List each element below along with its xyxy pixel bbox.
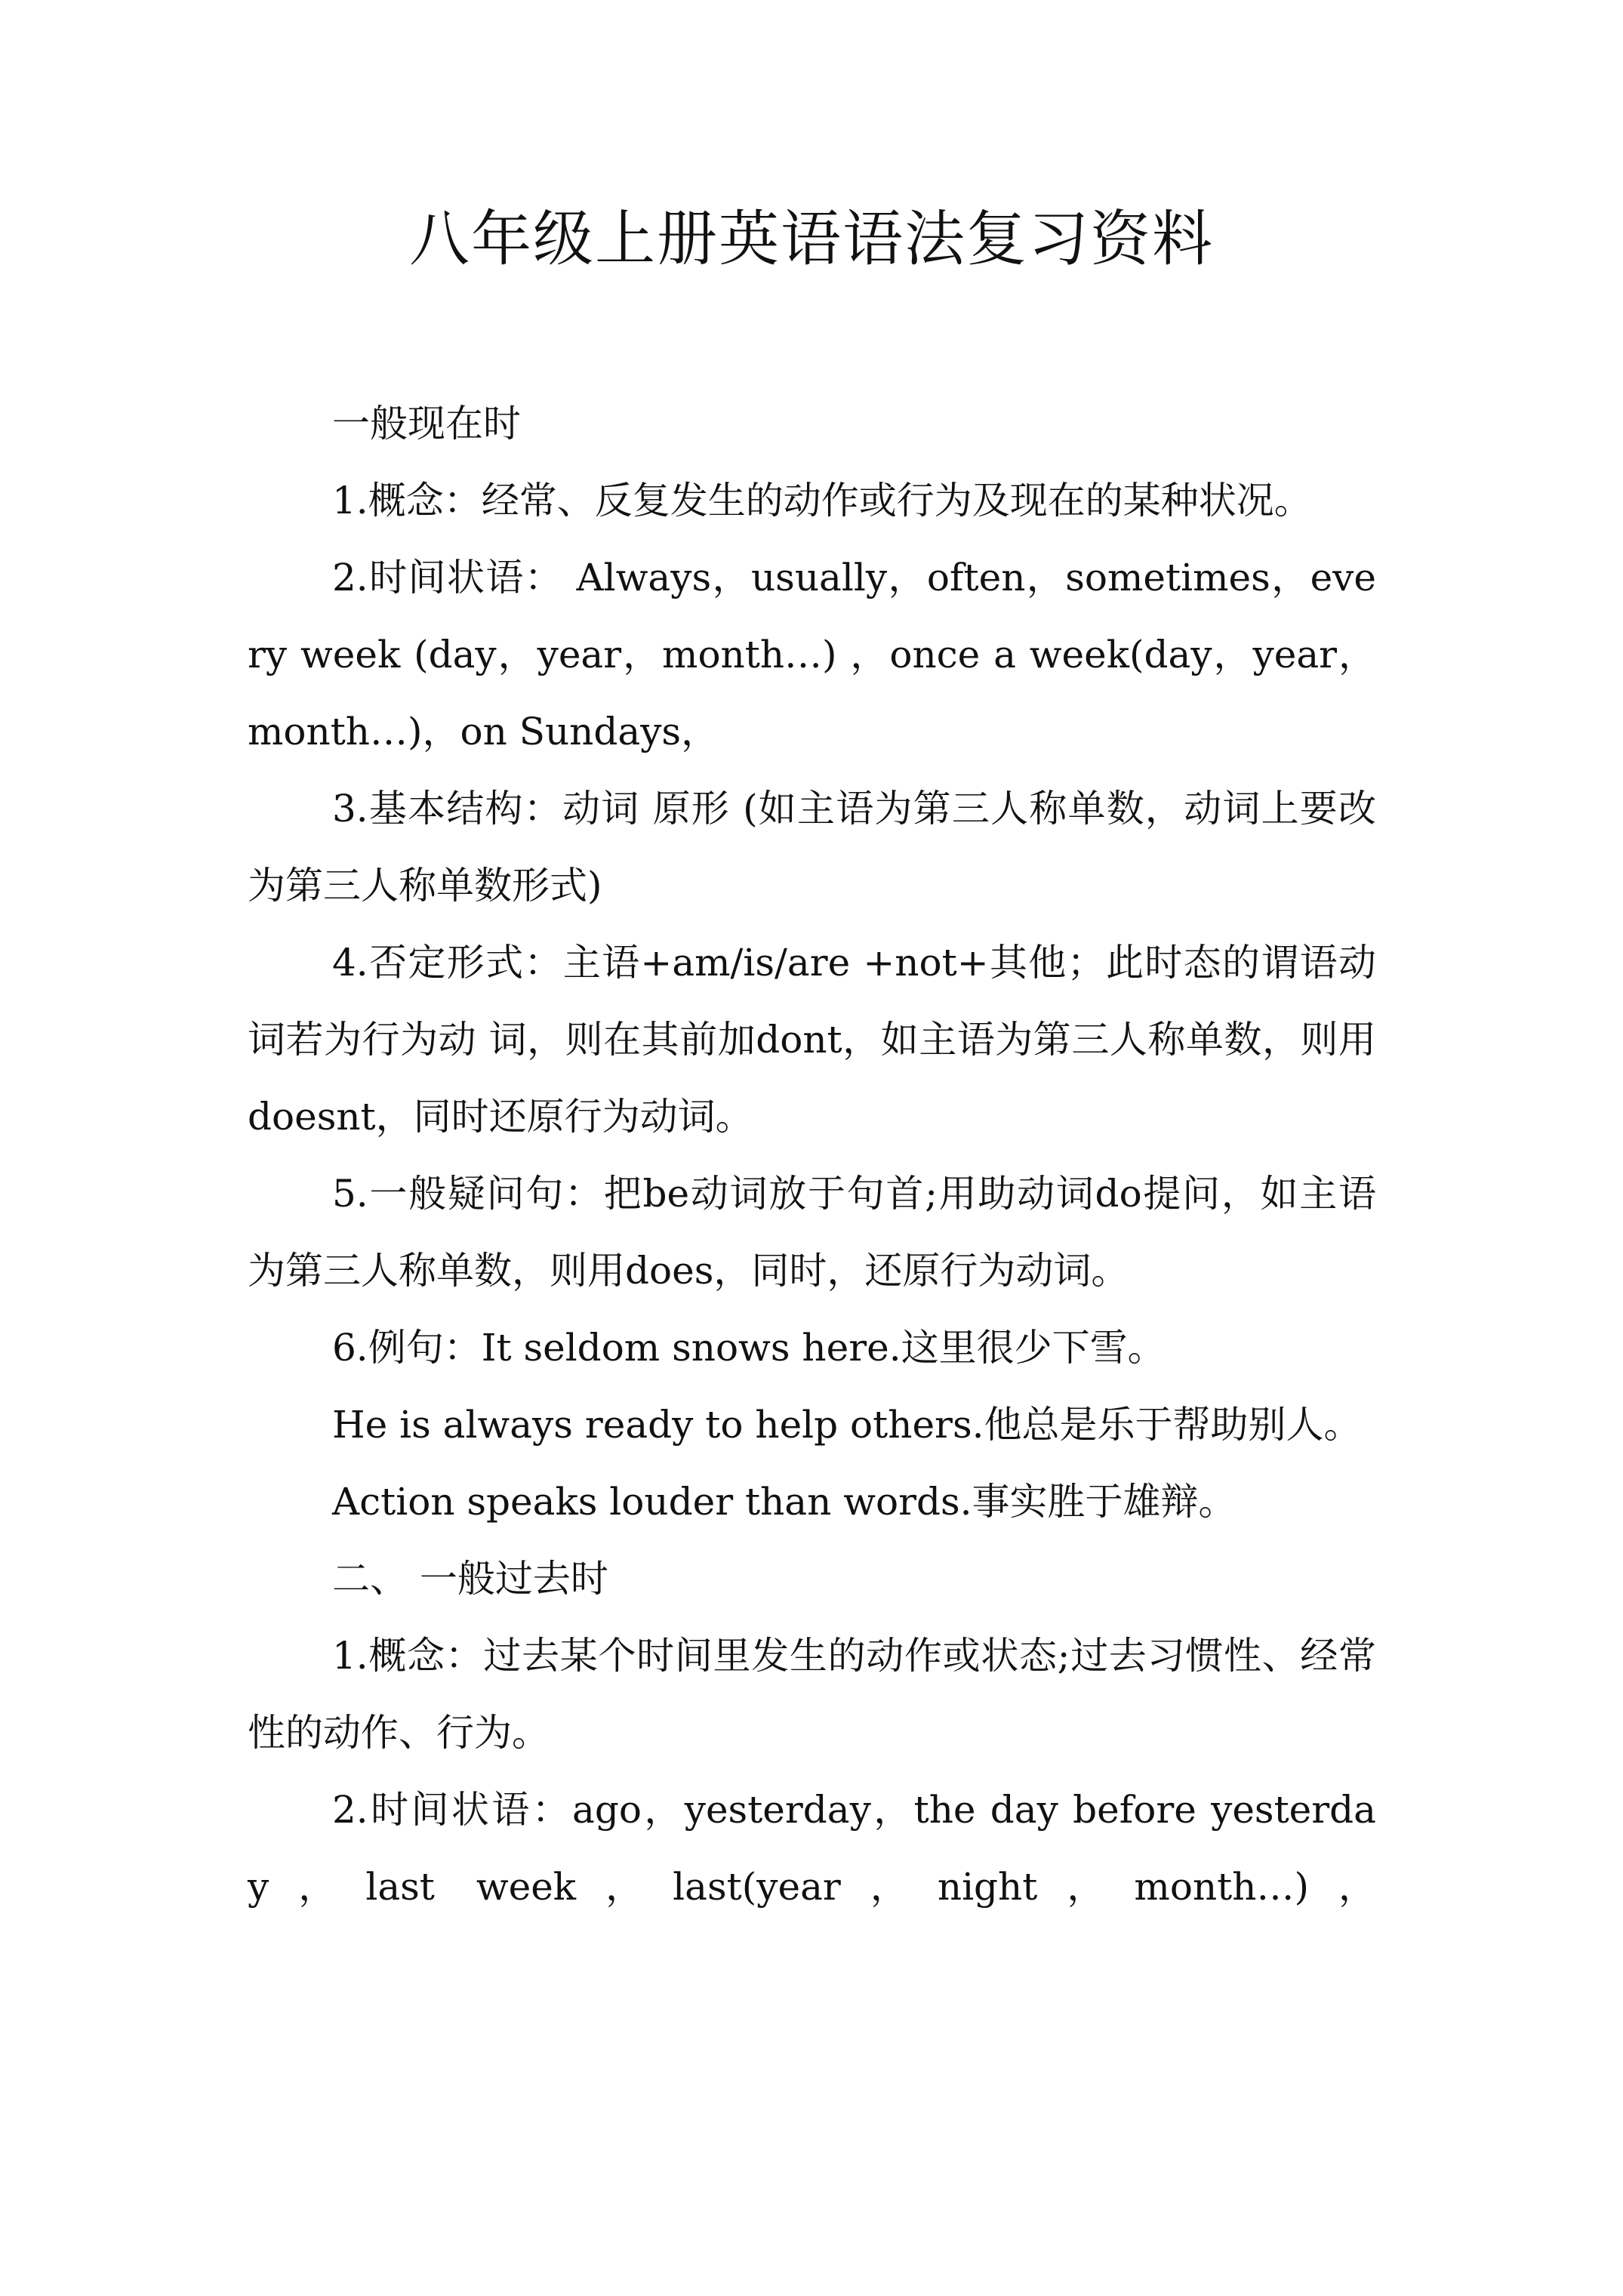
section-heading-simple-past: 二、 一般过去时 bbox=[332, 1557, 608, 1601]
paragraph-example-3: Action speaks louder than words.事实胜于雄辩。 bbox=[332, 1480, 1236, 1524]
paragraph-general-question: 5.一般疑问句：把be动词放于句首;用助动词do提问，如主语为第三人称单数，则用does，同时，还原行为动词。 bbox=[248, 1172, 1376, 1293]
document-body bbox=[248, 385, 1376, 1925]
document-title: 八年级上册英语语法复习资料 bbox=[409, 204, 1214, 274]
section-heading-simple-present: 一般现在时 bbox=[332, 402, 521, 445]
paragraph-concept: 1.概念：经常、反复发生的动作或行为及现在的某种状况。 bbox=[332, 479, 1312, 522]
paragraph-past-concept: 1.概念：过去某个时间里发生的动作或状态;过去习惯性、经常性的动作、行为。 bbox=[248, 1634, 1376, 1755]
paragraph-basic-structure: 3.基本结构：动词 原形 (如主语为第三人称单数，动词上要改为第三人称单数形式) bbox=[248, 787, 1376, 908]
paragraph-negative-form: 4.否定形式：主语+am/is/are +not+其他；此时态的谓语动词若为行为动 词，则在其前加dont，如主语为第三人称单数，则用doesnt，同时还原行为动词。 bbox=[248, 941, 1376, 1139]
paragraph-past-time-adverbials: 2.时间状语：ago，yesterday，the day before yesterday，last week，last(year，night，month…)， bbox=[248, 1788, 1376, 1909]
paragraph-time-adverbials: 2.时间状语： Always，usually，often，sometimes，every week (day，year，month…) ，once a week(day，year，month…)，on Sundays， bbox=[248, 556, 1376, 754]
paragraph-example-1: 6.例句：It seldom snows here.这里很少下雪。 bbox=[332, 1326, 1166, 1370]
paragraph-example-2: He is always ready to help others.他总是乐于帮助别人。 bbox=[332, 1403, 1362, 1447]
